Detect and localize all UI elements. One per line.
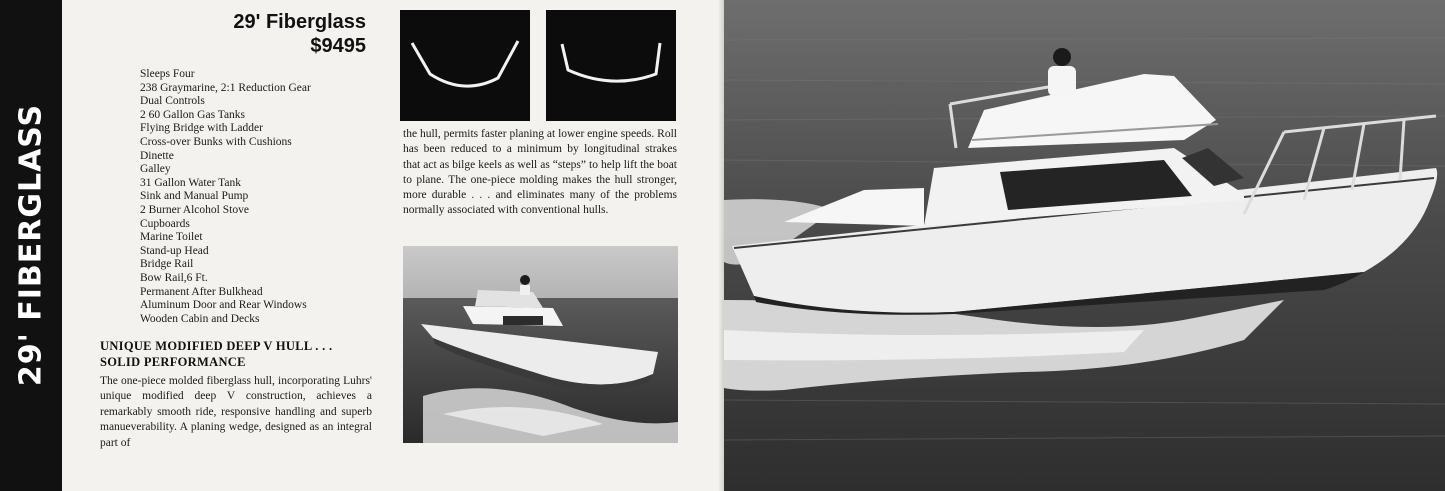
feature-item: 2 60 Gallon Gas Tanks: [140, 108, 246, 121]
feature-item: Wooden Cabin and Decks: [140, 312, 260, 325]
hull-curve-icon: [400, 10, 530, 121]
hull-curve-icon: [546, 10, 676, 121]
feature-item: Dinette: [140, 149, 174, 162]
feature-item: 2 Burner Alcohol Stove: [140, 203, 249, 216]
body-text-column-2: the hull, permits faster planing at lower engine speeds. Roll has been reduced to a minimum by longitudinal strakes that act as bilge keels as well as “steps” to help lift the boat to plane. The one-piece molding makes the hull stronger, more durable . . . and eliminates many of the problems normally associated with conventional hulls.: [403, 128, 677, 217]
model-price: $9495: [310, 35, 366, 57]
section-heading-line: SOLID PERFORMANCE: [100, 355, 246, 369]
boat-photo-small: [403, 246, 678, 443]
section-heading: [100, 338, 332, 370]
hull-section-diagram: [546, 10, 676, 121]
boat-photo-large-image: [724, 0, 1445, 491]
feature-list: [140, 68, 311, 326]
feature-item: Bow Rail,6 Ft.: [140, 271, 208, 284]
section-heading-line: UNIQUE MODIFIED DEEP V HULL . . .: [100, 339, 333, 353]
feature-item: Stand-up Head: [140, 244, 209, 257]
boat-photo-small-image: [403, 246, 678, 443]
model-name: 29' Fiberglass: [233, 11, 366, 33]
feature-item: Flying Bridge with Ladder: [140, 122, 263, 135]
feature-item: 238 Graymarine, 2:1 Reduction Gear: [140, 81, 311, 94]
feature-item: Bridge Rail: [140, 258, 194, 271]
feature-item: Dual Controls: [140, 95, 205, 108]
feature-item: Cupboards: [140, 217, 190, 230]
body-text-column-1: The one-piece molded fiberglass hull, incorporating Luhrs' unique modified deep V construction, achieves a remarkably smooth ride, responsive handling and superb manueverability. A planing wedge, designed as an integral part of: [100, 375, 372, 449]
feature-item: Permanent After Bulkhead: [140, 285, 263, 298]
side-band: [0, 0, 62, 491]
feature-item: Sink and Manual Pump: [140, 190, 249, 203]
feature-item: Galley: [140, 163, 171, 176]
feature-item: 31 Gallon Water Tank: [140, 176, 242, 189]
model-heading: [233, 10, 366, 58]
feature-item: Sleeps Four: [140, 68, 195, 80]
side-title: 29' FIBERGLASS: [13, 103, 49, 387]
boat-photo-large: [724, 0, 1445, 491]
feature-item: Aluminum Door and Rear Windows: [140, 299, 307, 312]
feature-item: Cross-over Bunks with Cushions: [140, 135, 292, 148]
hull-section-diagram: [400, 10, 530, 121]
feature-item: Marine Toilet: [140, 231, 203, 244]
